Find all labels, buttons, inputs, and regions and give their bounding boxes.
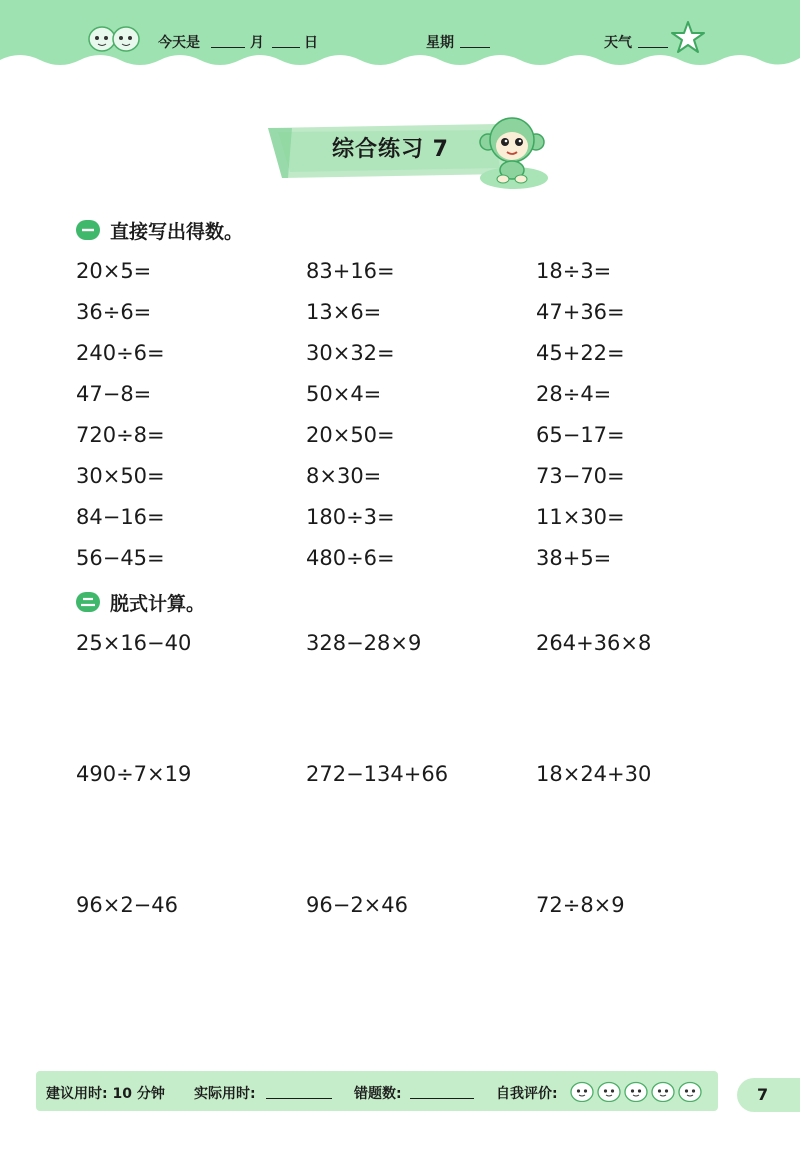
month-blank[interactable] <box>207 32 249 48</box>
oral-problem: 83+16= <box>306 259 395 283</box>
oral-problem: 720÷8= <box>76 423 165 447</box>
oral-problem: 480÷6= <box>306 546 395 570</box>
oral-problem: 13×6= <box>306 300 382 324</box>
star-icon <box>670 20 706 58</box>
weekday-blank[interactable] <box>456 32 494 48</box>
page-title: 综合练习 7 <box>332 137 449 162</box>
day-label: 日 <box>304 35 318 51</box>
page-number: 7 <box>757 1085 769 1104</box>
calc-problem: 264+36×8 <box>536 631 652 655</box>
calc-problem: 272−134+66 <box>306 762 449 786</box>
section-two-title: 脱式计算。 <box>110 592 206 615</box>
today-label: 今天是 <box>158 35 200 51</box>
section-one-title: 直接写出得数。 <box>110 220 244 243</box>
page-number-tab <box>737 1078 800 1112</box>
day-blank[interactable] <box>268 32 304 48</box>
oral-problem: 38+5= <box>536 546 612 570</box>
calc-problem: 72÷8×9 <box>536 893 625 917</box>
rating-face-icon[interactable] <box>624 1080 648 1102</box>
errors-blank[interactable] <box>406 1083 474 1099</box>
oral-problem: 84−16= <box>76 505 165 529</box>
actual-time-blank[interactable] <box>262 1083 332 1099</box>
rating-face-icon[interactable] <box>651 1080 675 1102</box>
oral-problem: 28÷4= <box>536 382 612 406</box>
oral-problem: 20×50= <box>306 423 395 447</box>
oral-problem: 11×30= <box>536 505 625 529</box>
oral-problem: 18÷3= <box>536 259 612 283</box>
oral-problem: 45+22= <box>536 341 625 365</box>
oral-problem: 47−8= <box>76 382 152 406</box>
oral-problem: 240÷6= <box>76 341 165 365</box>
oral-problem: 56−45= <box>76 546 165 570</box>
oral-problem: 20×5= <box>76 259 152 283</box>
actual-time-label: 实际用时: <box>194 1086 256 1102</box>
oral-problem: 73−70= <box>536 464 625 488</box>
oral-problem: 50×4= <box>306 382 382 406</box>
rating-face-icon[interactable] <box>597 1080 621 1102</box>
oral-problem: 65−17= <box>536 423 625 447</box>
errors-label: 错题数: <box>354 1086 402 1102</box>
month-label: 月 <box>250 35 264 51</box>
calc-problem: 18×24+30 <box>536 762 652 786</box>
section-two-number-badge <box>76 592 100 612</box>
oral-problem: 47+36= <box>536 300 625 324</box>
rating-face-icon[interactable] <box>678 1080 702 1102</box>
monkey-mascot-icon <box>470 108 554 196</box>
calc-problem: 490÷7×19 <box>76 762 192 786</box>
calc-problem: 328−28×9 <box>306 631 422 655</box>
calc-problem: 96−2×46 <box>306 893 408 917</box>
footer-bar <box>36 1071 718 1111</box>
oral-problem: 36÷6= <box>76 300 152 324</box>
section-two-heading <box>76 588 205 616</box>
section-one-number-badge <box>76 220 100 240</box>
oral-problem: 30×32= <box>306 341 395 365</box>
weather-label: 天气 <box>604 35 632 51</box>
section-one-heading <box>76 216 243 244</box>
weather-blank[interactable] <box>634 32 672 48</box>
oral-problem: 180÷3= <box>306 505 395 529</box>
suggested-time-text: 建议用时: 10 分钟 <box>46 1086 165 1102</box>
calc-problem: 25×16−40 <box>76 631 192 655</box>
self-eval-label: 自我评价: <box>496 1086 558 1102</box>
oral-problem: 8×30= <box>306 464 382 488</box>
rating-face-icon[interactable] <box>570 1080 594 1102</box>
oral-problem: 30×50= <box>76 464 165 488</box>
calc-problem: 96×2−46 <box>76 893 178 917</box>
weekday-label: 星期 <box>426 35 454 51</box>
